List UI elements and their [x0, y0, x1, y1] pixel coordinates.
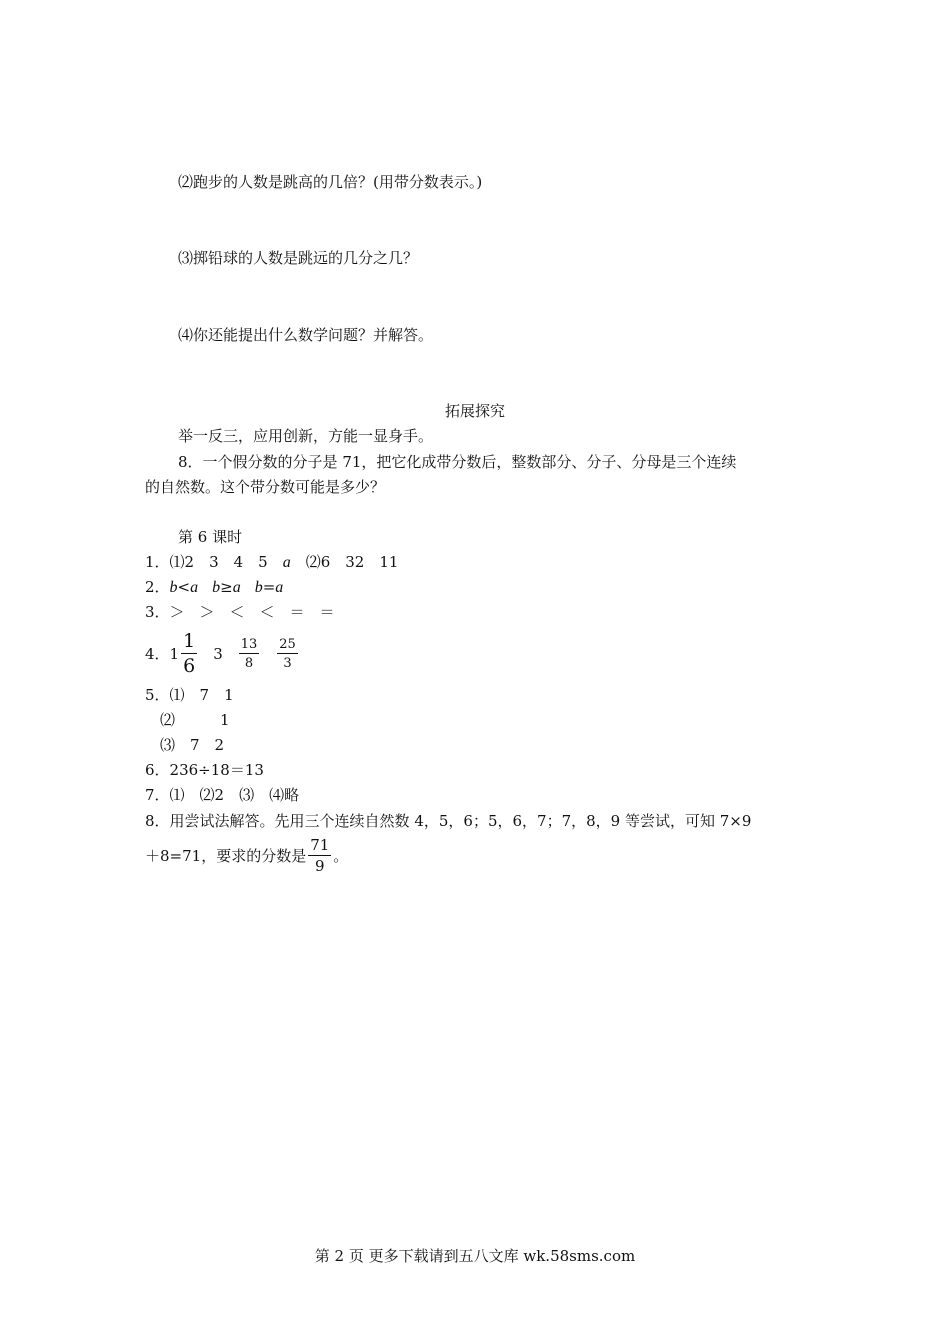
- lesson-title: 第 6 课时: [178, 528, 243, 546]
- answer-4-fraction-1: [181, 632, 197, 676]
- fraction-denominator: 9: [314, 857, 325, 875]
- answer-2-var: a: [275, 579, 284, 596]
- answer-4: [145, 632, 300, 676]
- answer-2-var: a: [232, 579, 241, 596]
- fraction-numerator: 71: [310, 836, 330, 854]
- fraction-denominator: 3: [283, 656, 292, 671]
- page-footer: 第 2 页 更多下载请到五八文库 wk.58sms.com: [314, 1247, 636, 1265]
- fraction-numerator: 1: [183, 630, 196, 652]
- section-heading: 拓展探究: [444, 402, 505, 420]
- answer-8-line2: [145, 836, 348, 876]
- section-intro: 举一反三，应用创新，方能一显身手。: [178, 427, 434, 445]
- fraction-numerator: 25: [279, 637, 296, 652]
- answer-1-rest: ⑵6 32 11: [290, 553, 399, 571]
- answer-3: 3．＞ ＞ ＜ ＜ ＝ ＝: [145, 603, 335, 621]
- question-3: ⑶掷铅球的人数是跳远的几分之几？: [178, 249, 419, 267]
- answer-8-fraction: [308, 838, 331, 874]
- answer-1: [145, 552, 398, 573]
- answer-4-whole: 1: [169, 645, 180, 663]
- answer-4-fraction-2: [239, 638, 260, 670]
- answer-4-fraction-3: [277, 638, 298, 670]
- answer-2-var: b: [254, 579, 263, 596]
- answer-5-line1: 5．⑴ 7 1: [145, 686, 234, 704]
- answer-8-line2-end: 。: [333, 847, 349, 865]
- answer-1-text: 1．⑴2 3 4 5: [145, 553, 283, 571]
- question-4: ⑷你还能提出什么数学问题？并解答。: [178, 326, 434, 344]
- fraction-denominator: 8: [244, 656, 254, 671]
- answer-1-var: a: [282, 554, 291, 571]
- answer-2-op: ≥: [220, 578, 233, 596]
- answer-8-line2-text: ＋8=71，要求的分数是: [145, 847, 307, 865]
- answer-2-op: <: [177, 578, 191, 596]
- answer-5-line2: ⑵ 1: [160, 711, 230, 729]
- answer-5-line3: ⑶ 7 2: [160, 736, 225, 754]
- answer-2-var: b: [212, 579, 221, 596]
- answer-2-var: a: [190, 579, 199, 596]
- question-2: ⑵跑步的人数是跳高的几倍？(用带分数表示。): [178, 173, 483, 191]
- answer-6: 6．236÷18＝13: [145, 761, 264, 779]
- fraction-denominator: 6: [183, 655, 196, 677]
- answer-7: 7．⑴ ⑵2 ⑶ ⑷略: [145, 786, 300, 804]
- answer-2-op: =: [262, 578, 276, 596]
- answer-2: [145, 577, 283, 598]
- answer-4-prefix: 4．: [145, 645, 170, 663]
- question-8-line1: 8．一个假分数的分子是 71，把它化成带分数后，整数部分、分子、分母是三个连续: [178, 453, 737, 471]
- answer-4-mid: 3: [213, 645, 223, 663]
- fraction-numerator: 13: [240, 637, 258, 652]
- answer-2-var: b: [169, 579, 178, 596]
- question-8-line2: 的自然数。这个带分数可能是多少？: [145, 478, 386, 496]
- answer-8-line1: 8．用尝试法解答。先用三个连续自然数 4，5，6；5，6，7；7，8，9 等尝试，可知 7×9: [145, 812, 752, 830]
- answer-2-prefix: 2．: [145, 578, 170, 596]
